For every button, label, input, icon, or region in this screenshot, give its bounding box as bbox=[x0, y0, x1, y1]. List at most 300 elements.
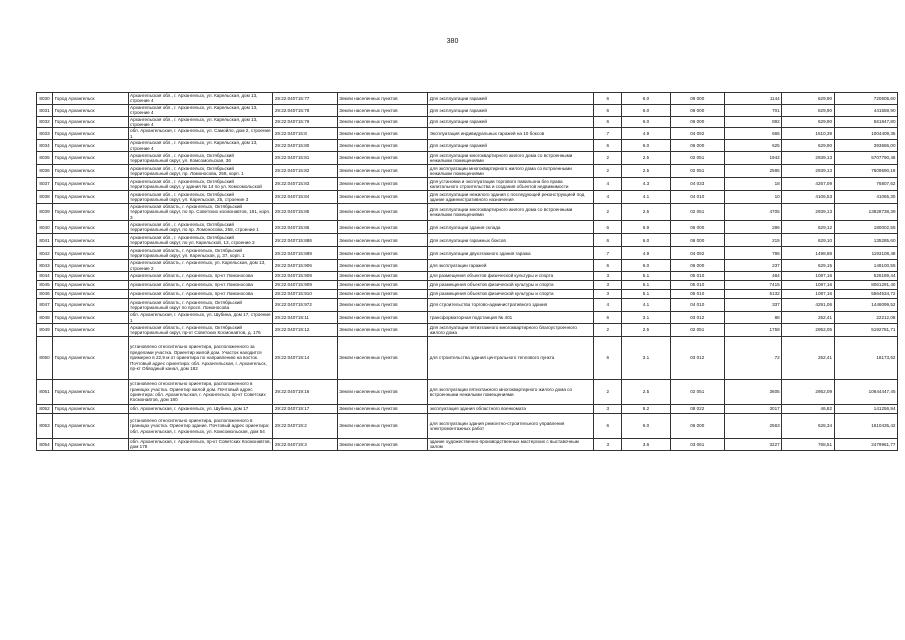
address-cell: Архангельская обл., г. Архангельск, Октябрьский территориальный округ, по ул. Карельской, 13, строение 2 bbox=[128, 234, 273, 247]
area-cell: 665 bbox=[724, 128, 781, 140]
cadastral-value-cell: 10644447,45 bbox=[834, 379, 897, 404]
use-code-cell: 06 000 bbox=[670, 93, 724, 105]
cadastral-value-cell: 1193108,48 bbox=[834, 247, 897, 260]
municipality-cell: Город Архангельск bbox=[53, 221, 128, 234]
row-number-cell: 8043 bbox=[37, 260, 53, 272]
subgroup-code-cell: 4.9 bbox=[622, 247, 670, 260]
cadastral-value-cell: 180002,55 bbox=[834, 221, 897, 234]
group-number-cell: 6 bbox=[594, 221, 622, 234]
municipality-cell: Город Архангельск bbox=[53, 191, 128, 204]
municipality-cell: Город Архангельск bbox=[53, 165, 128, 178]
area-cell: 5132 bbox=[724, 290, 781, 299]
permitted-use-cell: для размещения объектов физической культуры и спорта bbox=[428, 272, 594, 281]
row-number-cell: 8034 bbox=[37, 140, 53, 152]
page-number: 380 bbox=[446, 38, 459, 45]
municipality-cell: Город Архангельск bbox=[53, 336, 128, 379]
cadastral-value-cell: 5707790,46 bbox=[834, 152, 897, 165]
use-code-cell: 06 000 bbox=[670, 140, 724, 152]
permitted-use-cell: Для эксплуатации двухэтажного здания гаража bbox=[428, 247, 594, 260]
municipality-cell: Город Архангельск bbox=[53, 152, 128, 165]
subgroup-code-cell: 6.0 bbox=[622, 104, 670, 116]
permitted-use-cell: Для эксплуатации гаражей bbox=[428, 104, 594, 116]
cadastral-value-cell: 18173,52 bbox=[834, 336, 897, 379]
row-number-cell: 8051 bbox=[37, 379, 53, 404]
group-number-cell: 2 bbox=[594, 152, 622, 165]
cadastral-value-cell: 135285,60 bbox=[834, 234, 897, 247]
use-code-cell: 05 010 bbox=[670, 290, 724, 299]
land-category-cell: Земли населенных пунктов bbox=[337, 413, 428, 438]
specific-value-cell: 768,51 bbox=[782, 438, 834, 450]
subgroup-code-cell: 4.1 bbox=[622, 299, 670, 312]
cadastral-value-cell: 1004409,35 bbox=[834, 128, 897, 140]
address-cell: Архангельская область, г. Архангельск, Октябрьский территориальный округ, пр-кт Советских Космонавтов, д. 176 bbox=[128, 323, 273, 336]
cadastral-number-cell: 29:22:040715:84 bbox=[273, 191, 337, 204]
row-number-cell: 8036 bbox=[37, 165, 53, 178]
cadastral-value-cell: 561847,80 bbox=[834, 116, 897, 128]
row-number-cell: 8035 bbox=[37, 152, 53, 165]
specific-value-cell: 629,90 bbox=[782, 116, 834, 128]
table-row bbox=[37, 323, 898, 336]
permitted-use-cell: трансформаторная подстанция № 401 bbox=[428, 312, 594, 324]
address-cell: Архангельская обл., г. Архангельск, ул. Карельская, дом 13, строение 4 bbox=[128, 93, 273, 105]
use-code-cell: 04 010 bbox=[670, 299, 724, 312]
table-row bbox=[37, 379, 898, 404]
specific-value-cell: 2952,05 bbox=[782, 323, 834, 336]
cadastral-number-cell: 29:22:040719:16 bbox=[273, 379, 337, 404]
row-number-cell: 8030 bbox=[37, 93, 53, 105]
address-cell: обл. Архангельская, г. Архангельск, ул. Самойло, дом 2, строение 1 bbox=[128, 128, 273, 140]
land-category-cell: Земли населенных пунктов bbox=[337, 312, 428, 324]
row-number-cell: 8033 bbox=[37, 128, 53, 140]
address-cell: Архангельская область, г. Архангельск, пр-кт Ломоносова bbox=[128, 272, 273, 281]
municipality-cell: Город Архангельск bbox=[53, 247, 128, 260]
municipality-cell: Город Архангельск bbox=[53, 290, 128, 299]
group-number-cell: 3 bbox=[594, 404, 622, 413]
municipality-cell: Город Архангельск bbox=[53, 204, 128, 221]
specific-value-cell: 1510,39 bbox=[782, 128, 834, 140]
land-category-cell: Земли населенных пунктов bbox=[337, 379, 428, 404]
cadastral-number-cell: 29:22:040715:79 bbox=[273, 116, 337, 128]
row-number-cell: 8041 bbox=[37, 234, 53, 247]
permitted-use-cell: для эксплуатации гаражей bbox=[428, 260, 594, 272]
municipality-cell: Город Архангельск bbox=[53, 379, 128, 404]
land-category-cell: Земли населенных пунктов bbox=[337, 104, 428, 116]
area-cell: 1144 bbox=[724, 93, 781, 105]
municipality-cell: Город Архангельск bbox=[53, 104, 128, 116]
subgroup-code-cell: 2.5 bbox=[622, 204, 670, 221]
group-number-cell: 3 bbox=[594, 438, 622, 450]
area-cell: 72 bbox=[724, 336, 781, 379]
land-category-cell: Земли населенных пунктов bbox=[337, 290, 428, 299]
use-code-cell: 02 051 bbox=[670, 152, 724, 165]
address-cell: Архангельская область, г. Архангельск, Октябрьский территориальный округ, по пр. Советских космонавтов, 181, корп. 3 bbox=[128, 204, 273, 221]
municipality-cell: Город Архангельск bbox=[53, 438, 128, 450]
table-row bbox=[37, 204, 898, 221]
use-code-cell: 04 010 bbox=[670, 191, 724, 204]
table-row bbox=[37, 438, 898, 450]
cadastral-number-cell: 29:22:040715:908 bbox=[273, 272, 337, 281]
land-category-cell: Земли населенных пунктов bbox=[337, 247, 428, 260]
specific-value-cell: 1087,16 bbox=[782, 290, 834, 299]
area-cell: 88 bbox=[724, 312, 781, 324]
cadastral-value-cell: 5564534,72 bbox=[834, 290, 897, 299]
cadastral-value-cell: 76807,62 bbox=[834, 178, 897, 191]
cadastral-value-cell: 1446099,52 bbox=[834, 299, 897, 312]
group-number-cell: 6 bbox=[594, 336, 622, 379]
address-cell: Архангельская область, г. Архангельск, Октябрьский территориальный округ по просп. Ломоносова bbox=[128, 299, 273, 312]
subgroup-code-cell: 2.5 bbox=[622, 379, 670, 404]
row-number-cell: 8054 bbox=[37, 438, 53, 450]
municipality-cell: Город Архангельск bbox=[53, 323, 128, 336]
use-code-cell: 03 012 bbox=[670, 336, 724, 379]
table-row bbox=[37, 104, 898, 116]
permitted-use-cell: Для эксплуатации гаражных боксов bbox=[428, 234, 594, 247]
area-cell: 3605 bbox=[724, 379, 781, 404]
land-category-cell: Земли населенных пунктов bbox=[337, 178, 428, 191]
area-cell: 4705 bbox=[724, 204, 781, 221]
table-row bbox=[37, 413, 898, 438]
group-number-cell: 6 bbox=[594, 312, 622, 324]
row-number-cell: 8042 bbox=[37, 247, 53, 260]
land-category-cell: Земли населенных пунктов bbox=[337, 116, 428, 128]
specific-value-cell: 2939,13 bbox=[782, 165, 834, 178]
subgroup-code-cell: 4.1 bbox=[622, 191, 670, 204]
area-cell: 1942 bbox=[724, 152, 781, 165]
specific-value-cell: 1498,88 bbox=[782, 247, 834, 260]
cadastral-number-cell: 29:22:040719:14 bbox=[273, 336, 337, 379]
table-row bbox=[37, 312, 898, 324]
cadastral-value-cell: 141256,94 bbox=[834, 404, 897, 413]
address-cell: Архангельская обл., г. Архангельск, ул. Карельская, дом 13, строение 4 bbox=[128, 140, 273, 152]
permitted-use-cell: для эксплуатации пятиэтажного многоквартирного жилого дома со встроенными нежилыми помещениями bbox=[428, 379, 594, 404]
address-cell: Архангельская обл., г. Архангельск, ул. Карельская, дом 13, строение 4 bbox=[128, 104, 273, 116]
row-number-cell: 8053 bbox=[37, 413, 53, 438]
area-cell: 2563 bbox=[724, 413, 781, 438]
table-row bbox=[37, 93, 898, 105]
land-category-cell: Земли населенных пунктов bbox=[337, 260, 428, 272]
land-category-cell: Земли населенных пунктов bbox=[337, 191, 428, 204]
address-cell: установлено относительно ориентира, расположенного в границах участка. Ориентир жилой дом. Почтовый адрес ориентира: обл. Архангельская, г. Архангельск, пр-кт Советских Космонавтов, дом 180 bbox=[128, 379, 273, 404]
specific-value-cell: 629,90 bbox=[782, 104, 834, 116]
group-number-cell: 6 bbox=[594, 260, 622, 272]
use-code-cell: 05 010 bbox=[670, 281, 724, 290]
table-row bbox=[37, 178, 898, 191]
specific-value-cell: 4267,09 bbox=[782, 178, 834, 191]
land-category-cell: Земли населенных пунктов bbox=[337, 272, 428, 281]
address-cell: Архангельская обл., г. Архангельск, Октябрьский территориальный округ, ул. Комсомольская, 36 bbox=[128, 152, 273, 165]
permitted-use-cell: для строительства здания центрального теплового пункта bbox=[428, 336, 594, 379]
land-category-cell: Земли населенных пунктов bbox=[337, 404, 428, 413]
specific-value-cell: 629,90 bbox=[782, 93, 834, 105]
cadastral-value-cell: 149100,55 bbox=[834, 260, 897, 272]
land-category-cell: Земли населенных пунктов bbox=[337, 152, 428, 165]
permitted-use-cell: Для строительства торгово-административного здания bbox=[428, 299, 594, 312]
permitted-use-cell: Для эксплуатации пятиэтажного многоквартирного благоустроенного жилого дома bbox=[428, 323, 594, 336]
permitted-use-cell: здание художественно-производственных мастерских с выставочным залом bbox=[428, 438, 594, 450]
municipality-cell: Город Архангельск bbox=[53, 178, 128, 191]
use-code-cell: 03 012 bbox=[670, 312, 724, 324]
land-category-cell: Земли населенных пунктов bbox=[337, 299, 428, 312]
cadastral-number-cell: 29:22:040715:906 bbox=[273, 260, 337, 272]
permitted-use-cell: Для эксплуатации многоквартирного жилого дома со встроенными нежилыми помещениями bbox=[428, 152, 594, 165]
permitted-use-cell: Для эксплуатации нежилого здания с последующей реконструкцией под здание административного назначения bbox=[428, 191, 594, 204]
group-number-cell: 3 bbox=[594, 290, 622, 299]
permitted-use-cell: Для эксплуатации гаражей bbox=[428, 116, 594, 128]
area-cell: 625 bbox=[724, 140, 781, 152]
subgroup-code-cell: 5.1 bbox=[622, 281, 670, 290]
permitted-use-cell: для эксплуатации многоквартирного жилого дома со встроенными нежилыми помещениями bbox=[428, 165, 594, 178]
cadastral-value-cell: 393686,00 bbox=[834, 140, 897, 152]
table-row bbox=[37, 299, 898, 312]
table-row bbox=[37, 336, 898, 379]
cadastral-value-cell: 441559,90 bbox=[834, 104, 897, 116]
row-number-cell: 8052 bbox=[37, 404, 53, 413]
group-number-cell: 4 bbox=[594, 299, 622, 312]
specific-value-cell: 2939,13 bbox=[782, 204, 834, 221]
address-cell: Архангельская область, г. Архангельск, пр-кт Ломоносова bbox=[128, 290, 273, 299]
subgroup-code-cell: 4.3 bbox=[622, 178, 670, 191]
cadastral-number-cell: 29:22:040719:2 bbox=[273, 413, 337, 438]
permitted-use-cell: Для эксплуатации гаражей bbox=[428, 93, 594, 105]
table-row bbox=[37, 140, 898, 152]
use-code-cell: 02 051 bbox=[670, 204, 724, 221]
group-number-cell: 2 bbox=[594, 165, 622, 178]
table-row bbox=[37, 281, 898, 290]
group-number-cell: 6 bbox=[594, 234, 622, 247]
permitted-use-cell: для эксплуатации здания ремонтно-строительного управления электромонтажных работ bbox=[428, 413, 594, 438]
specific-value-cell: 1087,16 bbox=[782, 272, 834, 281]
subgroup-code-cell: 4.9 bbox=[622, 128, 670, 140]
use-code-cell: 06 000 bbox=[670, 234, 724, 247]
area-cell: 484 bbox=[724, 272, 781, 281]
use-code-cell: 02 051 bbox=[670, 379, 724, 404]
group-number-cell: 2 bbox=[594, 204, 622, 221]
row-number-cell: 8039 bbox=[37, 204, 53, 221]
specific-value-cell: 629,10 bbox=[782, 234, 834, 247]
use-code-cell: 03 061 bbox=[670, 438, 724, 450]
specific-value-cell: 4106,53 bbox=[782, 191, 834, 204]
specific-value-cell: 252,41 bbox=[782, 312, 834, 324]
municipality-cell: Город Архангельск bbox=[53, 272, 128, 281]
address-cell: Архангельская обл., г. Архангельск, Октябрьский территориальный округ, по пр. Ломоносова, 258, строение 1 bbox=[128, 221, 273, 234]
area-cell: 7415 bbox=[724, 281, 781, 290]
area-cell: 701 bbox=[724, 104, 781, 116]
land-category-cell: Земли населенных пунктов bbox=[337, 204, 428, 221]
address-cell: обл. Архангельская, г. Архангельск, ул. Шубина, дом 17 bbox=[128, 404, 273, 413]
subgroup-code-cell: 2.5 bbox=[622, 165, 670, 178]
subgroup-code-cell: 3.1 bbox=[622, 312, 670, 324]
cadastral-number-cell: 29:22:040715:8 bbox=[273, 128, 337, 140]
table-row bbox=[37, 247, 898, 260]
cadastral-number-cell: 29:22:040715:909 bbox=[273, 281, 337, 290]
permitted-use-cell: Для эксплуатации гаражей bbox=[428, 140, 594, 152]
area-cell: 3017 bbox=[724, 404, 781, 413]
land-category-cell: Земли населенных пунктов bbox=[337, 221, 428, 234]
cadastral-value-cell: 8061291,40 bbox=[834, 281, 897, 290]
table-row bbox=[37, 165, 898, 178]
area-cell: 18 bbox=[724, 178, 781, 191]
row-number-cell: 8031 bbox=[37, 104, 53, 116]
specific-value-cell: 629,90 bbox=[782, 140, 834, 152]
municipality-cell: Город Архангельск bbox=[53, 404, 128, 413]
row-number-cell: 8046 bbox=[37, 290, 53, 299]
group-number-cell: 7 bbox=[594, 247, 622, 260]
group-number-cell: 3 bbox=[594, 272, 622, 281]
subgroup-code-cell: 3.6 bbox=[622, 438, 670, 450]
area-cell: 892 bbox=[724, 116, 781, 128]
use-code-cell: 08 022 bbox=[670, 404, 724, 413]
use-code-cell: 05 010 bbox=[670, 272, 724, 281]
use-code-cell: 04 033 bbox=[670, 178, 724, 191]
specific-value-cell: 2952,09 bbox=[782, 379, 834, 404]
address-cell: Архангельская область, г. Архангельск, ул. Карельская, дом 13, строение 2 bbox=[128, 260, 273, 272]
cadastral-number-cell: 29:22:040715:77 bbox=[273, 93, 337, 105]
row-number-cell: 8040 bbox=[37, 221, 53, 234]
address-cell: обл. Архангельская, г. Архангельск, пр-кт Советских Космонавтов, дом 178 bbox=[130, 438, 271, 450]
use-code-cell: 06 000 bbox=[670, 116, 724, 128]
table-row bbox=[37, 191, 898, 204]
subgroup-code-cell: 6.0 bbox=[622, 260, 670, 272]
table-row bbox=[37, 272, 898, 281]
land-category-cell: Земли населенных пунктов bbox=[337, 93, 428, 105]
land-category-cell: Земли населенных пунктов bbox=[337, 336, 428, 379]
row-number-cell: 8038 bbox=[37, 191, 53, 204]
address-cell: установлено относительно ориентира, расположенного в границах участка. Ориентир здание. Почтовый адрес ориентира: обл. Архангельская, г. Архангельск, ул. Комсомольская, дом 54 bbox=[128, 413, 273, 438]
municipality-cell: Город Архангельск bbox=[53, 312, 128, 324]
cadastral-number-cell: 29:22:040715:83 bbox=[273, 178, 337, 191]
subgroup-code-cell: 8.2 bbox=[622, 404, 670, 413]
cadastral-number-cell: 29:22:040719:17 bbox=[273, 404, 337, 413]
permitted-use-cell: Для установки и эксплуатации торгового павильона без права капитального строительства и создания объектов недвижимости bbox=[428, 178, 594, 191]
row-number-cell: 8047 bbox=[37, 299, 53, 312]
group-number-cell: 6 bbox=[594, 140, 622, 152]
cadastral-value-cell: 41065,30 bbox=[834, 191, 897, 204]
land-category-cell: Земли населенных пунктов bbox=[337, 438, 428, 450]
use-code-cell: 02 051 bbox=[670, 165, 724, 178]
group-number-cell: 6 bbox=[594, 413, 622, 438]
table-row bbox=[37, 152, 898, 165]
table-row bbox=[37, 404, 898, 413]
group-number-cell: 4 bbox=[594, 178, 622, 191]
area-cell: 796 bbox=[724, 247, 781, 260]
land-category-cell: Земли населенных пунктов bbox=[337, 281, 428, 290]
table-row bbox=[37, 234, 898, 247]
land-category-cell: Земли населенных пунктов bbox=[337, 128, 428, 140]
cadastral-value-cell: 7609590,18 bbox=[834, 165, 897, 178]
municipality-cell: Город Архангельск bbox=[53, 413, 128, 438]
row-number-cell: 8037 bbox=[37, 178, 53, 191]
area-cell: 3227 bbox=[724, 438, 781, 450]
row-number-cell: 8045 bbox=[37, 281, 53, 290]
land-category-cell: Земли населенных пунктов bbox=[337, 140, 428, 152]
address-cell: установлено относительно ориентира, расположенного за пределами участка. Ориентир жилой дом. Участок находится примерно в 22,9 м от ориентира по направлению на восток. Почтовый адрес ориентира: обл. Архангельская, г. Архангельск, пр-кт Обводный канал, дом 182 bbox=[128, 336, 273, 379]
table-row bbox=[37, 128, 898, 140]
municipality-cell: Город Архангельск bbox=[53, 299, 128, 312]
use-code-cell: 06 000 bbox=[670, 413, 724, 438]
cadastral-number-cell: 29:22:040715:78 bbox=[273, 104, 337, 116]
subgroup-code-cell: 6.0 bbox=[622, 413, 670, 438]
cadastral-number-cell: 29:22:040715:886 bbox=[273, 234, 337, 247]
group-number-cell: 4 bbox=[594, 191, 622, 204]
area-cell: 286 bbox=[724, 221, 781, 234]
group-number-cell: 7 bbox=[594, 128, 622, 140]
cadastral-number-cell: 29:22:040719:11 bbox=[273, 312, 337, 324]
area-cell: 337 bbox=[724, 299, 781, 312]
group-number-cell: 2 bbox=[594, 379, 622, 404]
specific-value-cell: 628,34 bbox=[782, 413, 834, 438]
cadastral-value-table bbox=[36, 92, 898, 451]
table-row bbox=[37, 221, 898, 234]
permitted-use-cell: Эксплуатация индивидуальных гаражей на 10 боксов bbox=[428, 128, 594, 140]
cadastral-value-cell: 720605,60 bbox=[834, 93, 897, 105]
cadastral-number-cell: 29:22:040715:85 bbox=[273, 204, 337, 221]
area-cell: 1759 bbox=[724, 323, 781, 336]
address-cell: Архангельская обл., г. Архангельск, Октябрьский территориальный округ, ул. Карельская, 25, строение 3 bbox=[128, 191, 273, 204]
subgroup-code-cell: 2.5 bbox=[622, 323, 670, 336]
area-cell: 237 bbox=[724, 260, 781, 272]
permitted-use-cell: Для эксплуатации здания склада bbox=[428, 221, 594, 234]
subgroup-code-cell: 6.0 bbox=[622, 234, 670, 247]
area-cell: 2585 bbox=[724, 165, 781, 178]
specific-value-cell: 1087,16 bbox=[782, 281, 834, 290]
land-category-cell: Земли населенных пунктов bbox=[337, 234, 428, 247]
specific-value-cell: 629,12 bbox=[782, 221, 834, 234]
specific-value-cell: 46,82 bbox=[782, 404, 834, 413]
cadastral-number-cell: 29:22:040719:12 bbox=[273, 323, 337, 336]
area-cell: 10 bbox=[724, 191, 781, 204]
use-code-cell: 06 000 bbox=[670, 221, 724, 234]
cadastral-number-cell: 29:22:040715:972 bbox=[273, 299, 337, 312]
cadastral-value-cell: 2479961,77 bbox=[834, 438, 897, 450]
table-row bbox=[37, 290, 898, 299]
address-cell: Архангельская область, г. Архангельск, пр-кт Ломоносова bbox=[128, 281, 273, 290]
row-number-cell: 8049 bbox=[37, 323, 53, 336]
use-code-cell: 04 092 bbox=[670, 128, 724, 140]
subgroup-code-cell: 5.1 bbox=[622, 290, 670, 299]
address-cell: Архангельская обл., г. Архангельск, Октябрьский территориальный округ, у здания № 14 по ул. Комсомольской bbox=[128, 178, 273, 191]
cadastral-number-cell: 29:22:040715:80 bbox=[273, 140, 337, 152]
table-row bbox=[37, 116, 898, 128]
cadastral-value-cell: 5192781,71 bbox=[834, 323, 897, 336]
address-cell: Архангельская область, г. Архангельск, Октябрьский территориальный округ, ул. Карельская, д. 37, корп. 1 bbox=[128, 247, 273, 260]
permitted-use-cell: Для размещения объектов физической культуры и спорта bbox=[428, 290, 594, 299]
municipality-cell: Город Архангельск bbox=[53, 93, 128, 105]
row-number-cell: 8048 bbox=[37, 312, 53, 324]
cadastral-number-cell: 29:22:040715:889 bbox=[273, 247, 337, 260]
subgroup-code-cell: 5.1 bbox=[622, 272, 670, 281]
municipality-cell: Город Архангельск bbox=[53, 128, 128, 140]
specific-value-cell: 252,41 bbox=[782, 336, 834, 379]
permitted-use-cell: Для эксплуатации многоквартирного жилого дома со встроенными нежилыми помещениями bbox=[428, 204, 594, 221]
permitted-use-cell: эксплуатация здания областного военкомата bbox=[428, 404, 594, 413]
area-cell: 215 bbox=[724, 234, 781, 247]
cadastral-number-cell: 29:22:040715:81 bbox=[273, 152, 337, 165]
cadastral-number-cell: 29:22:040715:910 bbox=[273, 290, 337, 299]
subgroup-code-cell: 6.0 bbox=[622, 93, 670, 105]
row-number-cell: 8032 bbox=[37, 116, 53, 128]
land-category-cell: Земли населенных пунктов bbox=[337, 165, 428, 178]
subgroup-code-cell: 3.1 bbox=[622, 336, 670, 379]
subgroup-code-cell: 6.0 bbox=[622, 140, 670, 152]
cadastral-number-cell: 29:22:040719:3 bbox=[273, 438, 337, 450]
specific-value-cell: 4291,06 bbox=[782, 299, 834, 312]
address-cell: Архангельская обл., г. Архангельск, Октябрьский территориальный округ, пр. Ломоносова, 258, корп. 1 bbox=[128, 165, 273, 178]
specific-value-cell: 2939,13 bbox=[782, 152, 834, 165]
municipality-cell: Город Архангельск bbox=[53, 140, 128, 152]
row-number-cell: 8050 bbox=[37, 336, 53, 379]
land-category-cell: Земли населенных пунктов bbox=[337, 323, 428, 336]
group-number-cell: 6 bbox=[594, 104, 622, 116]
